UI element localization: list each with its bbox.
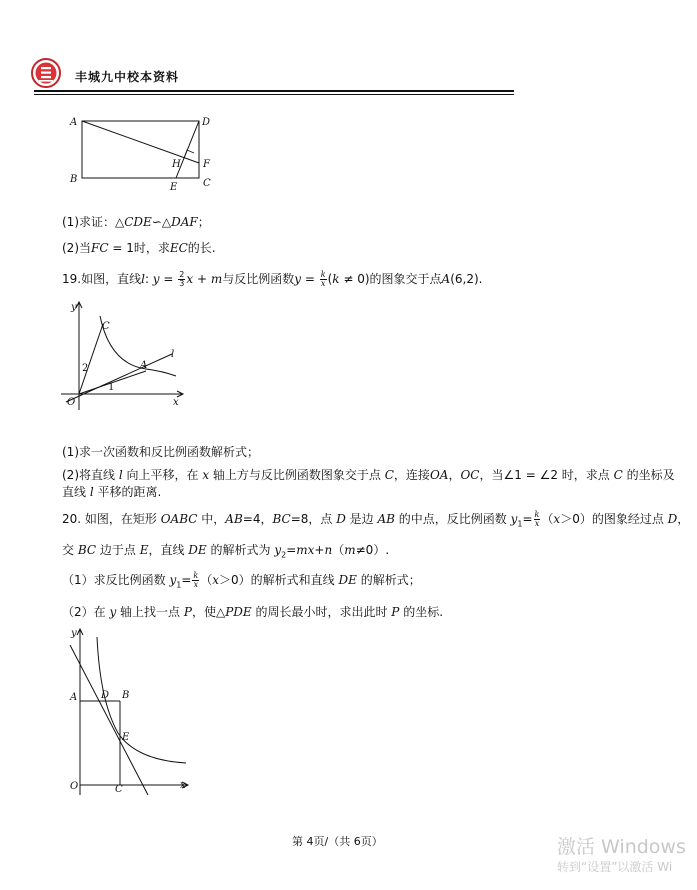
label-b: B <box>122 690 130 701</box>
figure-q19-graph <box>58 298 188 416</box>
label-x: x <box>180 780 186 791</box>
label-x: x <box>173 397 179 408</box>
hyperbola-curve <box>100 316 176 376</box>
segment-oc <box>79 324 103 394</box>
page-footer: 第 4页/（共 6页） <box>292 835 383 848</box>
label-d: D <box>101 690 110 701</box>
label-o: O <box>70 781 79 792</box>
label-b: B <box>70 174 78 185</box>
label-a: A <box>140 360 148 371</box>
segment-af <box>82 121 199 163</box>
line-de <box>70 645 148 795</box>
header-rule-thin <box>34 94 514 95</box>
label-a: A <box>70 117 78 128</box>
q20-part2: （2）在 y 轴上找一点 P，使△PDE 的周长最小时，求出此时 P 的坐标. <box>62 605 444 619</box>
label-y: y <box>71 302 77 313</box>
school-logo <box>31 58 61 88</box>
label-c: C <box>102 321 110 332</box>
q20-part1: （1）求反比例函数 $y_1=$ $\frac{k}{x}$ （x＞0）的解析式和直线 DE 的解析式； <box>62 571 421 590</box>
label-o: O <box>67 397 76 408</box>
activation-watermark-title: 激活 Windows <box>557 836 686 858</box>
label-a: A <box>70 692 78 703</box>
fraction-k-x: $\frac{k}{x}$ <box>320 270 326 288</box>
q19-stem: 19.如图，直线l: y = $\frac{2}{3}$ x + m与反比例函数y = $\frac{k}{x}$ (k ≠ 0)的图象交于点A(6,2). <box>62 270 483 288</box>
q19-part2-line2: 直线 l 平移的距离. <box>62 485 162 499</box>
label-y: y <box>71 628 77 639</box>
figure-rectangle-abcd <box>66 112 226 196</box>
activation-watermark-subtitle: 转到“设置”以激活 Wi <box>557 860 673 874</box>
figure-q20-graph <box>60 625 200 801</box>
right-angle-mark <box>184 150 194 158</box>
label-d: D <box>202 117 211 128</box>
school-name: 丰城九中校本资料 <box>75 70 180 84</box>
fraction-2-3: $\frac{2}{3}$ <box>179 270 185 288</box>
label-c: C <box>203 178 211 189</box>
label-e: E <box>122 732 130 743</box>
q18-part2: (2)当FC = 1时，求EC的长. <box>62 241 216 255</box>
label-angle-2: 2 <box>82 363 89 374</box>
hyperbola-curve <box>97 637 186 763</box>
q19-part1: (1)求一次函数和反比例函数解析式； <box>62 445 259 459</box>
label-l: l <box>171 349 175 360</box>
header-rule-thick <box>34 90 514 92</box>
line-l <box>66 354 172 402</box>
q20-line1: 20. 如图，在矩形 OABC 中，AB=4，BC=8，点 D 是边 AB 的中点，反比例函数 $y_1=$ $\frac{k}{x}$ （x＞0）的图象经过点 D， <box>62 510 690 529</box>
label-angle-1: 1 <box>108 382 115 393</box>
q19-part2-line1: (2)将直线 l 向上平移，在 x 轴上方与反比例函数图象交于点 C，连接OA，OC，当∠1 = ∠2 时，求点 C 的坐标及 <box>62 468 675 482</box>
label-h: H <box>172 159 181 170</box>
q20-line2: 交 BC 边于点 E，直线 DE 的解析式为 $y_2=mx+n(m\ne 0)$. <box>62 543 390 560</box>
label-f: F <box>203 159 210 170</box>
label-c: C <box>115 784 123 795</box>
label-e: E <box>170 182 178 193</box>
rect-abcd <box>82 121 199 178</box>
q18-part1: (1)求证：△CDE∽△DAF； <box>62 215 210 229</box>
